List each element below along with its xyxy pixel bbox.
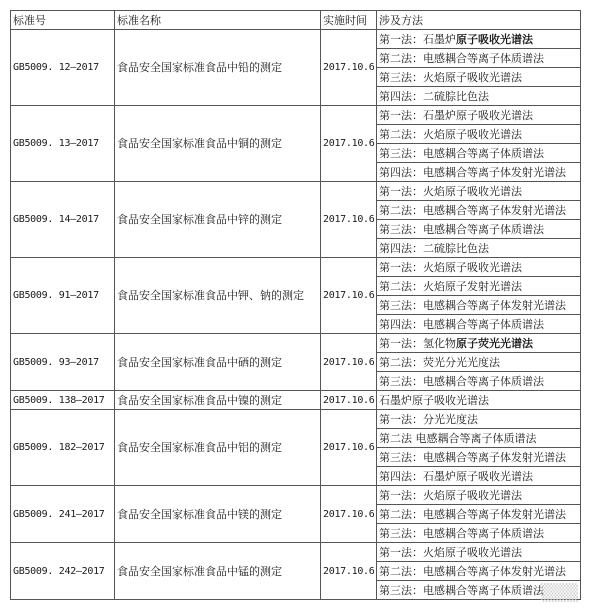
- cell-method: 第三法：电感耦合等离子体质谱法: [377, 372, 581, 391]
- method-prefix: 第一法：: [379, 336, 423, 350]
- cell-name: 食品安全国家标准食品中铅的测定: [115, 30, 321, 106]
- cell-name: 食品安全国家标准食品中铝的测定: [115, 410, 321, 486]
- table-row: [11, 334, 581, 353]
- cell-method: 第二法：荧光分光光度法: [377, 353, 581, 372]
- cell-method: 第三法：电感耦合等离子体质谱法: [377, 220, 581, 239]
- method-bold: 原子吸收光谱法: [456, 32, 533, 46]
- cell-method: [377, 334, 581, 353]
- header-name: 标准名称: [115, 11, 321, 30]
- header-methods: 涉及方法: [377, 11, 581, 30]
- cell-code: GB5009. 12—2017: [11, 30, 115, 106]
- cell-name: 食品安全国家标准食品中铜的测定: [115, 106, 321, 182]
- cell-code: GB5009. 13—2017: [11, 106, 115, 182]
- cell-method: 第三法：电感耦合等离子体发射光谱法: [377, 448, 581, 467]
- cell-method: 第三法：电感耦合等离子体质谱法: [377, 581, 581, 600]
- cell-method: [377, 30, 581, 49]
- cell-method: 第二法：电感耦合等离子体质谱法: [377, 49, 581, 68]
- cell-date: 2017.10.6: [321, 391, 377, 410]
- table-body: [11, 30, 581, 600]
- table-row: [11, 486, 581, 505]
- cell-date: 2017.10.6: [321, 106, 377, 182]
- cell-date: 2017.10.6: [321, 258, 377, 334]
- cell-code: GB5009. 242—2017: [11, 543, 115, 600]
- cell-date: 2017.10.6: [321, 410, 377, 486]
- cell-method: 第二法 电感耦合等离子体质谱法: [377, 429, 581, 448]
- cell-date: 2017.10.6: [321, 30, 377, 106]
- cell-date: 2017.10.6: [321, 543, 377, 600]
- header-date: 实施时间: [321, 11, 377, 30]
- header-row: [11, 11, 581, 30]
- cell-name: 食品安全国家标准食品中锌的测定: [115, 182, 321, 258]
- table-row: [11, 182, 581, 201]
- cell-date: 2017.10.6: [321, 334, 377, 391]
- cell-method: 第二法：电感耦合等离子体发射光谱法: [377, 505, 581, 524]
- cell-name: 食品安全国家标准食品中锰的测定: [115, 543, 321, 600]
- cell-method: 第四法：二硫腙比色法: [377, 239, 581, 258]
- cell-code: GB5009. 91—2017: [11, 258, 115, 334]
- method-text: 石墨炉: [423, 32, 456, 46]
- cell-method: 第三法：火焰原子吸收光谱法: [377, 68, 581, 87]
- cell-method: 第三法：电感耦合等离子体质谱法: [377, 144, 581, 163]
- cell-method: 第四法：电感耦合等离子体发射光谱法: [377, 163, 581, 182]
- cell-method: 第一法：石墨炉原子吸收光谱法: [377, 106, 581, 125]
- cell-method: 第二法：火焰原子吸收光谱法: [377, 125, 581, 144]
- watermark: ▒▒▒: [541, 583, 578, 602]
- cell-method: 石墨炉原子吸收光谱法: [377, 391, 581, 410]
- standards-table: [10, 10, 581, 600]
- cell-code: GB5009. 241—2017: [11, 486, 115, 543]
- cell-method: 第一法：火焰原子吸收光谱法: [377, 486, 581, 505]
- cell-method: 第一法：火焰原子吸收光谱法: [377, 258, 581, 277]
- table-row: [11, 543, 581, 562]
- cell-method: 第二法：电感耦合等离子体发射光谱法: [377, 201, 581, 220]
- cell-method: 第三法：电感耦合等离子体发射光谱法: [377, 296, 581, 315]
- cell-method: 第二法：火焰原子发射光谱法: [377, 277, 581, 296]
- method-bold: 原子荧光光谱法: [456, 336, 533, 350]
- method-prefix: 第一法：: [379, 32, 423, 46]
- cell-method: 第四法：电感耦合等离子体质谱法: [377, 315, 581, 334]
- table-row: [11, 106, 581, 125]
- cell-method: 第二法：电感耦合等离子体发射光谱法: [377, 562, 581, 581]
- cell-date: 2017.10.6: [321, 486, 377, 543]
- cell-name: 食品安全国家标准食品中镍的测定: [115, 391, 321, 410]
- cell-date: 2017.10.6: [321, 182, 377, 258]
- cell-method: 第三法：电感耦合等离子体质谱法: [377, 524, 581, 543]
- cell-name: 食品安全国家标准食品中镁的测定: [115, 486, 321, 543]
- header-code: 标准号: [11, 11, 115, 30]
- cell-code: GB5009. 93—2017: [11, 334, 115, 391]
- cell-method: 第一法：火焰原子吸收光谱法: [377, 543, 581, 562]
- table-row: [11, 410, 581, 429]
- cell-name: 食品安全国家标准食品中钾、钠的测定: [115, 258, 321, 334]
- cell-name: 食品安全国家标准食品中硒的测定: [115, 334, 321, 391]
- table-row: [11, 391, 581, 410]
- cell-method: 第四法：二硫腙比色法: [377, 87, 581, 106]
- cell-code: GB5009. 182—2017: [11, 410, 115, 486]
- cell-code: GB5009. 14—2017: [11, 182, 115, 258]
- table-row: [11, 30, 581, 49]
- method-text: 氢化物: [423, 336, 456, 350]
- cell-method: 第一法：火焰原子吸收光谱法: [377, 182, 581, 201]
- cell-code: GB5009. 138—2017: [11, 391, 115, 410]
- cell-method: 第一法：分光光度法: [377, 410, 581, 429]
- table-row: [11, 258, 581, 277]
- cell-method: 第四法：石墨炉原子吸收光谱法: [377, 467, 581, 486]
